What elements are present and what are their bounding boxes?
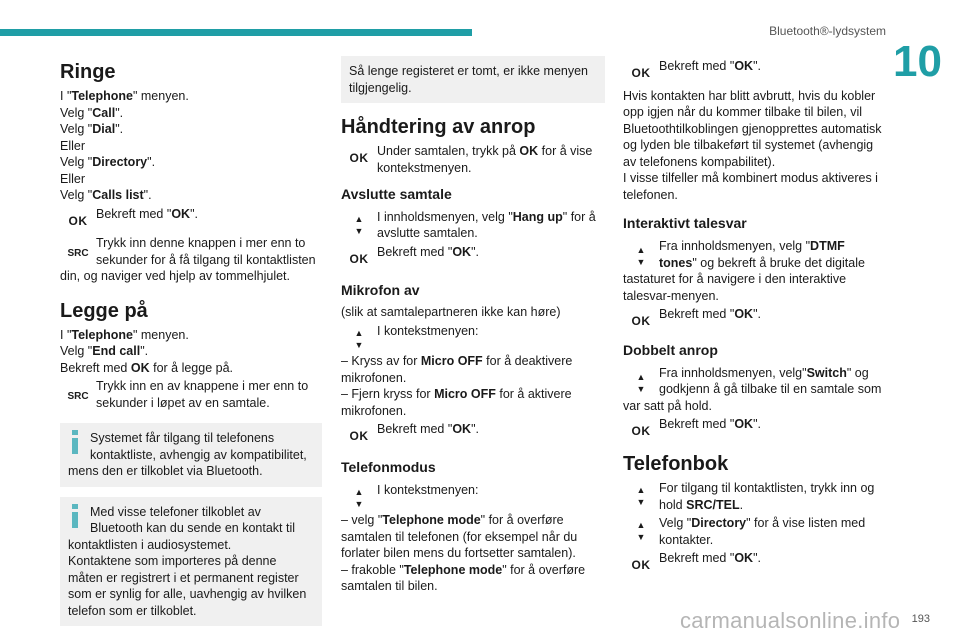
- paragraph: Hvis kontakten har blitt avbrutt, hvis du kobler opp igjen når du kommer tilbake til bilen, vil Bluetoothtilkoblingen gjenopprettes automatisk og lyden ble tilbakeført til systemet (avhengig av telefonens kompabilitet).: [623, 88, 882, 169]
- text-line: Velg "Directory".: [60, 155, 156, 169]
- ok-button-icon: OK: [349, 429, 369, 444]
- src-button-icon: SRC: [67, 248, 89, 260]
- text-line: Eller: [60, 171, 86, 186]
- column-3: [623, 56, 885, 576]
- step-contacts: ▲ ▼ For tilgang til kontaktlisten, trykk inn og hold SRC/TEL.: [623, 480, 885, 513]
- dash-item: – Kryss av for Micro OFF for å deaktivere mikrofonen.: [341, 354, 573, 385]
- page-number: 193: [911, 613, 930, 625]
- step-switch: ▲ ▼ Fra innholdsmenyen, velg"Switch" og godkjenn å gå tilbake til en samtale som var satt på hold.: [623, 365, 882, 413]
- step-context-menu: OK Under samtalen, trykk på OK for å vise kontekstmenyen.: [341, 143, 605, 176]
- header-accent-bar: [0, 29, 472, 36]
- info-box: Systemet får tilgang til telefonens kontaktliste, avhengig av kompatibilitet, mens den er tilkoblet via Bluetooth.: [60, 423, 322, 487]
- text-line: Velg "Dial".: [60, 122, 124, 136]
- step-confirm: OK Bekreft med "OK".: [623, 306, 885, 330]
- heading-mikrofon: Mikrofon av: [341, 281, 420, 298]
- info-icon: [68, 504, 90, 534]
- step-confirm: OK Bekreft med "OK".: [623, 550, 885, 574]
- column-2: [341, 56, 605, 595]
- up-down-arrows-icon: ▲ ▼: [636, 485, 646, 508]
- heading-telefonmodus: Telefonmodus: [341, 459, 436, 476]
- text-line: I "Telephone" menyen.: [60, 89, 189, 103]
- step-context: ▲ ▼ I kontekstmenyen:: [341, 482, 605, 510]
- up-down-arrows-icon: ▲ ▼: [636, 371, 646, 394]
- step-hang-up: ▲ ▼ I innholdsmenyen, velg "Hang up" for å avslutte samtalen.: [341, 209, 605, 242]
- info-box: Med visse telefoner tilkoblet av Bluetooth kan du sende en kontakt til kontaktlisten i audiosystemet. Kontaktene som importeres på denne måten er registrert i et permanent register som er synlig for alle, uavhengig av hvilken telefon som er tilkoblet.: [60, 497, 322, 627]
- step-src: SRC Trykk inn denne knappen i mer enn to sekunder for å få tilgang til kontaktlisten din, og naviger ved hjelp av tommelhjulet.: [60, 236, 316, 284]
- up-down-arrows-icon: ▲ ▼: [354, 486, 364, 509]
- step-context: ▲ ▼ I kontekstmenyen:: [341, 323, 605, 351]
- ok-button-icon: OK: [349, 151, 369, 165]
- ok-button-icon: OK: [631, 424, 651, 439]
- ok-button-icon: OK: [631, 314, 651, 329]
- chapter-number: 10: [893, 37, 942, 86]
- text-line: (slik at samtalepartneren ikke kan høre): [341, 305, 561, 320]
- text-line: Velg "End call".: [60, 344, 149, 359]
- step-directory: ▲ ▼ Velg "Directory" for å vise listen med kontakter.: [623, 515, 885, 548]
- ok-button-icon: OK: [631, 558, 651, 573]
- heading-dobbelt: Dobbelt anrop: [623, 341, 718, 358]
- step-confirm: OK Bekreft med "OK".: [60, 206, 322, 230]
- heading-handtering: Håndtering av anrop: [341, 116, 536, 138]
- note-box: Så lenge registeret er tomt, er ikke menyen tilgjengelig.: [341, 56, 605, 103]
- step-confirm: OK Bekreft med "OK".: [623, 416, 885, 440]
- src-button-icon: SRC: [67, 391, 89, 403]
- heading-telefonbok: Telefonbok: [623, 453, 729, 476]
- text-line: Velg "Call".: [60, 105, 124, 120]
- step-dtmf: ▲ ▼ Fra innholdsmenyen, velg "DTMF tones" og bekreft å bruke det digitale tastaturet for å navigere i den interaktive talesvar-menyen.: [623, 239, 865, 303]
- ok-button-icon: OK: [631, 66, 651, 80]
- heading-ringe: Ringe: [60, 61, 116, 83]
- column-1: [60, 56, 322, 636]
- up-down-arrows-icon: ▲ ▼: [354, 213, 364, 236]
- up-down-arrows-icon: ▲ ▼: [636, 520, 646, 543]
- section-header: Bluetooth®-lydsystem: [769, 24, 886, 38]
- step-src: SRC Trykk inn en av knappene i mer enn to sekunder i løpet av en samtale.: [60, 378, 322, 411]
- dash-item: – Fjern kryss for Micro OFF for å aktivere mikrofonen.: [341, 387, 572, 418]
- text-line: Velg "Calls list".: [60, 188, 152, 202]
- step-confirm: OK Bekreft med "OK".: [623, 58, 885, 82]
- text-line: I "Telephone" menyen.: [60, 327, 189, 342]
- text-line: Bekreft med OK for å legge på.: [60, 360, 234, 375]
- up-down-arrows-icon: ▲ ▼: [354, 327, 364, 351]
- info-icon: [68, 430, 90, 460]
- ok-button-icon: OK: [68, 213, 88, 228]
- heading-interaktivt: Interaktivt talesvar: [623, 215, 747, 232]
- paragraph: I visse tilfeller må kombinert modus aktiveres i telefonen.: [623, 171, 878, 202]
- step-confirm: OK Bekreft med "OK".: [341, 421, 605, 445]
- ok-button-icon: OK: [349, 251, 369, 266]
- heading-avslutte: Avslutte samtale: [341, 186, 452, 202]
- heading-legge-pa: Legge på: [60, 299, 148, 322]
- dash-item: – frakoble "Telephone mode" for å overføre samtalen til bilen.: [341, 562, 586, 594]
- step-confirm: OK Bekreft med "OK".: [341, 244, 605, 268]
- text-line: Eller: [60, 138, 86, 153]
- dash-item: – velg "Telephone mode" for å overføre samtalen til telefonen (for eksempel når du forlater bilen mens du fortsetter samtalen).: [341, 513, 578, 561]
- watermark: carmanualsonline.info: [680, 608, 901, 633]
- up-down-arrows-icon: ▲ ▼: [636, 245, 646, 268]
